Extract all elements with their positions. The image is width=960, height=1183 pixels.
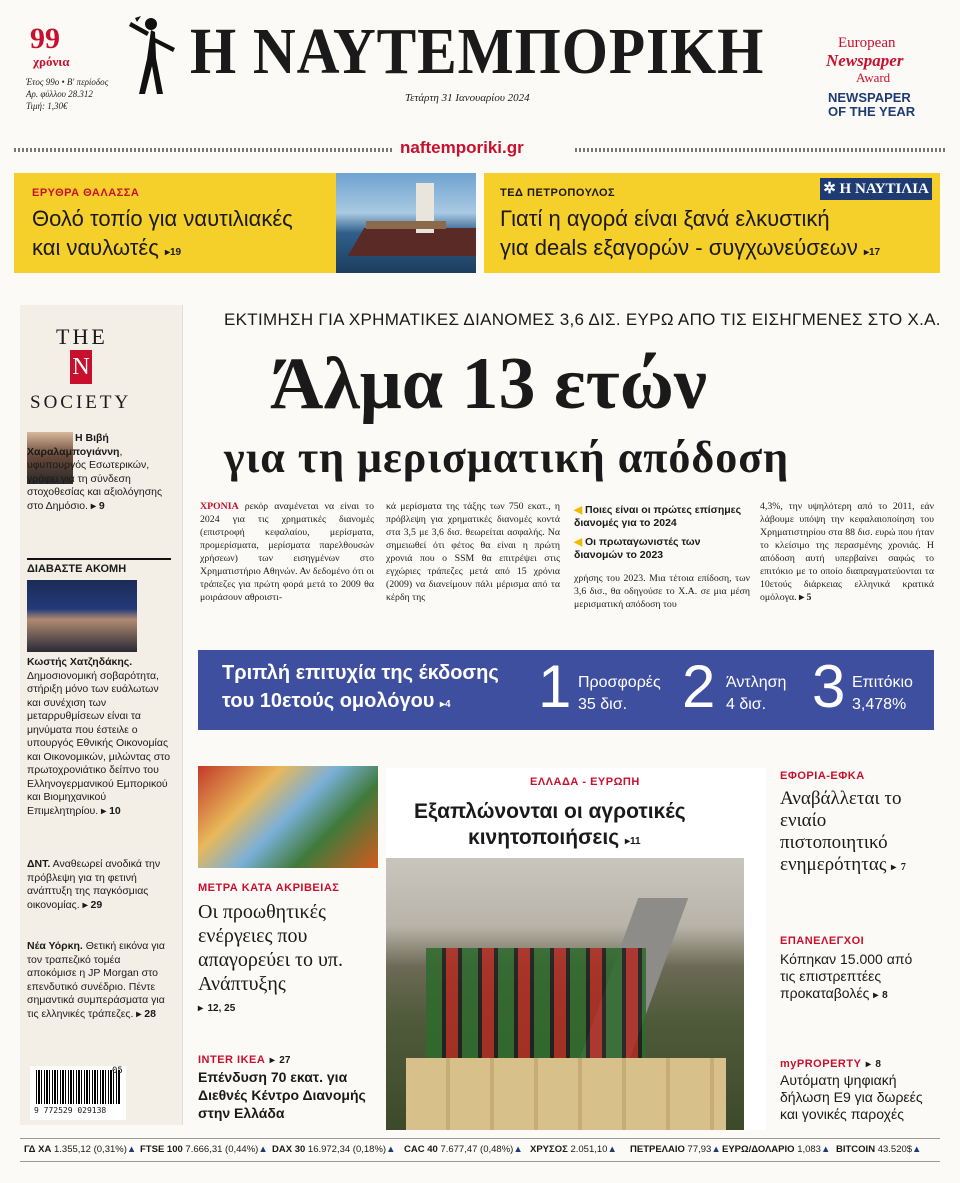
- ikea-kicker-label: INTER IKEA: [198, 1054, 266, 1066]
- feature-headline-1[interactable]: Εξαπλώνονται οι αγροτικές: [414, 800, 686, 823]
- sidebar-item-2[interactable]: [27, 656, 171, 818]
- feature-headline-2[interactable]: κινητοποιήσεις: [468, 826, 620, 849]
- right-kicker-3-wrap: [780, 1054, 881, 1072]
- triangle-up-icon: ▲: [607, 1144, 617, 1155]
- lead-headline[interactable]: Άλμα 13 ετών: [270, 343, 707, 425]
- sidebar-item-3[interactable]: [27, 858, 171, 912]
- triangle-up-icon: ▲: [258, 1144, 268, 1155]
- lead-column-4-text: 4,3%, την υψηλότερη από το 2011, εάν λάβουμε υπόψη την κεφαλαιοποίηση του Χρηματιστηρίου στα 88 δισ. ευρώ που ήταν το κλείσιμο της περασμένης χρονιάς. Η απόδοση αυτή υπερβαίνει σαφώς το επιτόκιο με το οποίο διαπραγματεύονται τα 10ετούς διάρκειας ελληνικά κρατικά ομόλογα.: [760, 501, 934, 603]
- right-headline-1-text: Αναβάλλεται το ενιαίο πιστοποιητικό ενημερότητας: [780, 788, 902, 875]
- arrow-icon: ▸: [101, 805, 107, 817]
- ticker-item-eurusd: [722, 1144, 830, 1155]
- ticker-name: BITCOIN: [836, 1144, 876, 1155]
- ikea-headline[interactable]: Επένδυση 70 εκατ. για Διεθνές Κέντρο Διανομής στην Ελλάδα: [198, 1069, 366, 1121]
- promo-right-kicker: ΤΕΔ ΠΕΤΡΟΠΟΥΛΟΣ: [500, 187, 616, 199]
- promo-left-headline-2: και ναυλωτές: [32, 235, 159, 260]
- sidebar-item-2-text: Δημοσιονομική σοβαρότητα, στήριξη μόνο των ευάλωτων και συνέχιση των μεταρρυθμίσεων είναι τα μηνύματα που έστειλε ο υπουργός Εθνικής Οικονομίας και Οικονομικών, μιλώντας στο πρωτοχρονιάτικο δείπνο του Ελληνογερμανικού Εμπορικού και Βιομηχανικού Επιμελητηρίου.: [27, 669, 171, 817]
- promo-left-headline-1: Θολό τοπίο για ναυτιλιακές: [32, 206, 293, 231]
- masthead-rule-left: [14, 148, 394, 152]
- barcode-addon: 05: [112, 1066, 123, 1076]
- arrow-icon: ▸: [799, 592, 805, 603]
- promo-left-page: 19: [170, 247, 182, 258]
- lead-bullet-2[interactable]: [574, 536, 744, 562]
- issue-date: Τετάρτη 31 Ιανουαρίου 2024: [405, 92, 530, 104]
- ticker-name: ΧΡΥΣΟΣ: [530, 1144, 568, 1155]
- hermes-logo-icon: [125, 14, 183, 100]
- sidebar-item-2-page: 10: [109, 804, 121, 817]
- ticker-item-oil: [630, 1144, 721, 1155]
- ticker-item-dax: [272, 1144, 395, 1155]
- lead-bullet-2-text: Οι πρωταγωνιστές των διανομών το 2023: [574, 536, 701, 561]
- lead-column-3: χρήσης του 2023. Μια τέτοια επίδοση, των 3,6 δισ., θα οδηγούσε το Χ.Α. σε μια μέση μερισματική απόδοση του: [574, 573, 750, 610]
- right-kicker-1: ΕΦΟΡΙΑ-ΕΦΚΑ: [780, 770, 865, 782]
- photo-chatzidakis: [27, 580, 137, 652]
- farmers-protest-photo: [386, 858, 744, 1130]
- triangle-up-icon: ▲: [126, 1144, 137, 1155]
- sidebar-item-4-name: Νέα Υόρκη.: [27, 940, 83, 952]
- mid-left-headline[interactable]: Οι προωθητικές ενέργειες που απαγορεύει το υπ. Ανάπτυξης: [198, 901, 343, 995]
- mid-left-pages-value: 12, 25: [207, 1003, 236, 1014]
- arrow-icon: ▸: [82, 899, 88, 911]
- sidebar-item-3-page: 29: [90, 898, 103, 911]
- bond-item-3-num: 3: [812, 653, 846, 720]
- bond-page: 4: [445, 699, 451, 710]
- ticker-item-ftse: [140, 1144, 268, 1155]
- right-kicker-2: ΕΠΑΝΕΛΕΓΧΟΙ: [780, 935, 865, 947]
- barcode-number: 9 772529 029138: [34, 1106, 107, 1115]
- lead-bullet-1-text: Ποιες είναι οι πρώτες επίσημες διανομές για το 2024: [574, 504, 742, 529]
- website-link[interactable]: naftemporiki.gr: [400, 138, 524, 157]
- anniversary-word: χρόνια: [33, 54, 70, 69]
- ticker-value: 1.355,12 (0,31%): [53, 1144, 127, 1155]
- ticker-value: 2.051,10: [570, 1144, 608, 1155]
- promo-right[interactable]: [484, 173, 940, 273]
- triangle-up-icon: ▲: [513, 1144, 523, 1155]
- award-line-4: NEWSPAPER: [828, 90, 911, 105]
- wheel-icon: ✲: [823, 181, 836, 197]
- ship-photo: [336, 173, 476, 273]
- triangle-up-icon: ▲: [912, 1144, 922, 1155]
- arrow-icon: ▸: [90, 500, 96, 512]
- issue-sheet: Αρ. φύλλου 28.312: [26, 89, 93, 99]
- bullet-arrow-icon: ◀: [574, 536, 583, 548]
- promo-right-headline-2: για deals εξαγορών - συγχωνεύσεων: [500, 235, 858, 260]
- bullet-arrow-icon: ◀: [574, 504, 583, 516]
- triangle-up-icon: ▲: [386, 1144, 396, 1155]
- market-ticker: [20, 1138, 940, 1162]
- issue-price: Τιμή: 1,30€: [26, 101, 68, 111]
- bond-item-2-label: Άντληση: [726, 674, 787, 691]
- ikea-page: 27: [279, 1055, 291, 1066]
- arrow-icon: ▸: [269, 1055, 275, 1066]
- right-headline-2-text: Κόπηκαν 15.000 από τις επιστρεπτέες προκαταβολές: [780, 951, 913, 1001]
- ticker-name: ΕΥΡΩ/ΔΟΛΑΡΙΟ: [722, 1144, 795, 1155]
- sidebar-item-1[interactable]: [27, 432, 171, 513]
- arrow-icon: ▸: [440, 699, 446, 710]
- arrow-icon: ▸: [136, 1008, 142, 1020]
- masthead-rule-right: [575, 148, 945, 152]
- right-page-3: 8: [875, 1059, 881, 1070]
- society-the: THE: [56, 324, 108, 349]
- ikea-kicker: [198, 1050, 290, 1068]
- ticker-item-cac: [404, 1144, 523, 1155]
- lead-kicker: ΕΚΤΙΜΗΣΗ ΓΙΑ ΧΡΗΜΑΤΙΚΕΣ ΔΙΑΝΟΜΕΣ 3,6 ΔΙΣ. ΕΥΡΩ ΑΠΟ ΤΙΣ ΕΙΣΗΓΜΕΝΕΣ ΣΤΟ Χ.Α.: [224, 310, 941, 329]
- sidebar-item-1-text: , υφυπουργός Εσωτερικών, γράφει για τη σύνδεση στοχοθεσίας και αξιολόγησης στο Δημόσιο.: [27, 445, 163, 512]
- sidebar-item-4-text: Θετική εικόνα για τον τραπεζικό τομέα αποκόμισε η JP Morgan στο επενδυτικό συνέδριο. Πέντε σημαντικά συμπεράσματα για τις ελληνικές τράπεζες.: [27, 940, 165, 1020]
- arrow-icon: ▸: [625, 836, 631, 847]
- naftilia-brand-label: Η ΝΑΥΤΙΛΙΑ: [839, 181, 929, 197]
- shopping-photo: [198, 766, 378, 868]
- award-line-1: European: [838, 35, 896, 51]
- right-page-1: 7: [900, 862, 906, 873]
- bond-item-3-label: Επιτόκιο: [852, 674, 913, 691]
- award-line-3: Award: [856, 70, 891, 85]
- issue-year: Έτος 99ο • Β' περίοδος: [26, 77, 109, 87]
- ticker-value: 1,083: [797, 1144, 821, 1155]
- lead-bullet-1[interactable]: [574, 504, 744, 530]
- right-headline-2[interactable]: [780, 951, 930, 1004]
- ticker-item-gold: [530, 1144, 617, 1155]
- naftilia-brand: [820, 178, 932, 200]
- award-line-5: OF THE YEAR: [828, 104, 916, 119]
- sidebar-item-3-text: Αναθεωρεί ανοδικά την πρόβλεψη για τη φετινή ανάπτυξη της παγκόσμιας οικονομίας.: [27, 858, 161, 911]
- ticker-name: ΠΕΤΡΕΛΑΙΟ: [630, 1144, 685, 1155]
- triangle-up-icon: ▲: [711, 1144, 721, 1155]
- bond-item-2-num: 2: [682, 653, 716, 720]
- mid-left-kicker: ΜΕΤΡΑ ΚΑΤΑ ΑΚΡΙΒΕΙΑΣ: [198, 882, 340, 894]
- right-kicker-3: myPROPERTY: [780, 1058, 862, 1070]
- lead-column-1: [200, 500, 374, 604]
- arrow-icon: ▸: [873, 990, 879, 1001]
- anniversary-number: 99: [30, 22, 60, 55]
- bond-title-2: του 10ετούς ομολόγου: [222, 690, 435, 712]
- arrow-icon: ▸: [865, 1059, 871, 1070]
- ticker-name: DAX 30: [272, 1144, 306, 1155]
- society-word: SOCIETY: [30, 392, 132, 413]
- sidebar-item-1-page: 9: [98, 499, 105, 512]
- sidebar-item-1-name: Η Βιβή Χαραλαμπογιάννη: [27, 432, 120, 458]
- lead-subheadline[interactable]: για τη μερισματική απόδοση: [224, 433, 790, 482]
- ticker-value: 7.666,31 (0,44%): [185, 1144, 259, 1155]
- bond-item-1-label: Προσφορές: [578, 674, 661, 691]
- bond-bar[interactable]: [198, 650, 934, 730]
- right-page-2: 8: [882, 990, 888, 1001]
- ticker-item-gdxa: [24, 1144, 136, 1155]
- read-more-heading: ΔΙΑΒΑΣΤΕ ΑΚΟΜΗ: [27, 558, 171, 575]
- bond-item-3-value: 3,478%: [852, 696, 907, 713]
- ticker-name: FTSE 100: [140, 1144, 183, 1155]
- ticker-value: 43.520$: [877, 1144, 913, 1155]
- ticker-name: ΓΔ ΧΑ: [24, 1144, 52, 1155]
- lead-page: 5: [806, 592, 812, 603]
- sidebar-item-4-page: 28: [144, 1007, 156, 1020]
- promo-right-page: 17: [869, 247, 881, 258]
- ticker-value: 7.677,47 (0,48%): [440, 1144, 514, 1155]
- bond-title-1: Τριπλή επιτυχία της έκδοσης: [222, 662, 499, 684]
- lead-column-1-text: ρεκόρ αναμένεται να είναι το 2024 για τις χρηματικές διανομές (επιστροφή κεφαλαίου, μερίσματα, προμερίσματα, μερίσματα παρελθουσών χρήσεων) των εισηγμένων στο Χρηματιστήριο Αθηνών. Αν δεδομένο ότι οι τράπεζες για πρώτη φορά μετά το 2009 θα μοιράσουν αθροιστι-: [200, 501, 374, 603]
- society-letter: N: [70, 350, 92, 384]
- bond-item-1-num: 1: [538, 653, 572, 720]
- award-line-2: Newspaper: [826, 51, 904, 70]
- promo-left-arrow-icon: ▸: [164, 247, 170, 258]
- triangle-up-icon: ▲: [820, 1144, 831, 1155]
- promo-left[interactable]: [14, 173, 336, 273]
- promo-left-kicker: ΕΡΥΘΡΑ ΘΑΛΑΣΣΑ: [32, 187, 140, 199]
- lead-column-4: [760, 500, 934, 604]
- bond-item-2-value: 4 δισ.: [726, 696, 767, 713]
- ticker-value: 77,93: [687, 1144, 712, 1155]
- newspaper-title: Η ΝΑΥΤΕΜΠΟΡΙΚΗ: [190, 15, 765, 88]
- feature-page: 11: [630, 836, 641, 847]
- lead-column-1-lead: ΧΡΟΝΙΑ: [200, 501, 239, 512]
- mid-left-pages: [198, 998, 235, 1016]
- promo-right-arrow-icon: ▸: [863, 247, 869, 258]
- lead-column-2: κά μερίσματα της τάξης των 750 εκατ., η πρόβλεψη για χρηματικές διανομές κοντά στα 3,5 με 3,6 δισ. θεωρείται ασφαλής. Να σημειωθεί ότι φέτος θα είναι η πρώτη χρονιά που ο SSM θα επιτρέψει στις εγχώριες τράπεζες μετά από 15 χρόνια (2009) να διανείμουν πάλι μέρισμα από τα κέρδη της: [386, 501, 560, 603]
- right-headline-3[interactable]: Αυτόματη ψηφιακή δήλωση Ε9 για δωρεές και γονικές παροχές: [780, 1072, 923, 1122]
- arrow-icon: ▸: [891, 862, 897, 873]
- sidebar-item-2-name: Κωστής Χατζηδάκης.: [27, 656, 133, 668]
- sidebar-item-4[interactable]: [27, 940, 171, 1021]
- sidebar-item-3-name: ΔΝΤ.: [27, 858, 51, 870]
- ticker-name: CAC 40: [404, 1144, 438, 1155]
- right-headline-1[interactable]: [780, 788, 930, 879]
- arrow-icon: ▸: [198, 1003, 204, 1014]
- ticker-item-bitcoin: [836, 1144, 921, 1155]
- promo-right-headline-1: Γιατί η αγορά είναι ξανά ελκυστική: [500, 206, 830, 231]
- ticker-value: 16.972,34 (0,18%): [307, 1144, 387, 1155]
- bond-item-1-value: 35 δισ.: [578, 696, 628, 713]
- feature-kicker: ΕΛΛΑΔΑ - ΕΥΡΩΠΗ: [530, 776, 640, 788]
